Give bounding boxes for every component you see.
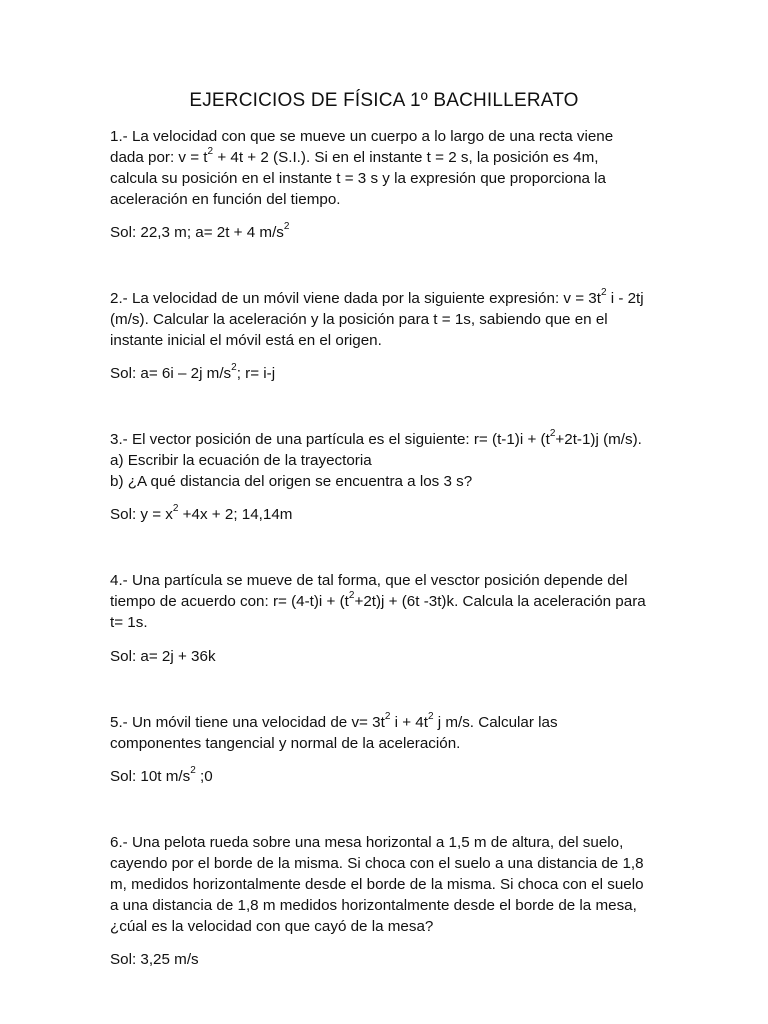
- exercise-6-solution: Sol: 3,25 m/s: [110, 951, 199, 968]
- exercise-4-solution: Sol: a= 2j + 36k: [110, 648, 216, 665]
- exercise-4-line-1: 4.- Una partícula se mueve de tal forma, que el vesctor posición depende del: [110, 572, 628, 589]
- exercise-4: [110, 570, 670, 633]
- exercise-1-solution: Sol: 22,3 m; a= 2t + 4 $m/s^2$: [110, 220, 290, 241]
- exercise-5-solution: Sol: 10t $m/s^2$ ;0: [110, 764, 213, 785]
- exercise-6-line-4: a una distancia de 1,8 m medidos horizontalmente desde el borde de la mesa,: [110, 897, 637, 914]
- exercise-1-line-4: aceleración en función del tiempo.: [110, 191, 341, 208]
- exercise-3-line-3: b) ¿A qué distancia del origen se encuentra a los 3 s?: [110, 473, 473, 490]
- exercise-3-solution: Sol: $y = x^2 +4x + 2$; 14,14m: [110, 502, 293, 523]
- exercise-2-line-1: 2.- La velocidad de un móvil viene dada por la siguiente expresión: $v = 3t^2$ i - 2tj: [110, 286, 644, 307]
- exercise-2-line-3: instante inicial el móvil está en el origen.: [110, 332, 382, 349]
- exercise-6-line-2: cayendo por el borde de la misma. Si choca con el suelo a una distancia de 1,8: [110, 855, 644, 872]
- exercise-4-line-2: tiempo de acuerdo con: $r= (4-t)i + (t^2+2t)j + (6t$ -3t)k. Calcula la aceleración para: [110, 589, 646, 610]
- exercise-1: [110, 126, 670, 210]
- exercise-6: [110, 832, 670, 937]
- exercise-3: [110, 429, 670, 492]
- exercise-6-line-1: 6.- Una pelota rueda sobre una mesa horizontal a 1,5 m de altura, del suelo,: [110, 834, 624, 851]
- exercise-3-line-1: 3.- El vector posición de una partícula es el siguiente: $r= (t-1)i + (t^2+2t-1)j$ (m/s).: [110, 427, 642, 448]
- exercise-5-line-1: 5.- Un móvil tiene una velocidad de $v= 3t^2$ $i + 4t^2$ j m/s. Calcular las: [110, 710, 558, 731]
- exercise-5-line-2: componentes tangencial y normal de la aceleración.: [110, 735, 461, 752]
- exercise-4-line-3: t= 1s.: [110, 614, 148, 631]
- exercise-2: [110, 288, 670, 351]
- exercise-2-line-2: (m/s). Calcular la aceleración y la posición para t = 1s, sabiendo que en el: [110, 311, 608, 328]
- exercise-6-line-3: m, medidos horizontalmente desde el borde de la misma. Si choca con el suelo: [110, 876, 644, 893]
- exercise-1-line-2: dada por: $v = t^2 + 4t + 2$ (S.I.). Si en el instante t = 2 s, la posición es 4m,: [110, 145, 599, 166]
- exercise-1-line-3: calcula su posición en el instante t = 3 s y la expresión que proporciona la: [110, 170, 607, 187]
- exercise-2-solution: Sol: a= 6i – 2j $m/s^2$; r= i-j: [110, 361, 276, 382]
- exercise-5: [110, 712, 670, 754]
- exercise-3-line-2: a) Escribir la ecuación de la trayectoria: [110, 452, 372, 469]
- exercise-6-line-5: ¿cúal es la velocidad con que cayó de la mesa?: [110, 918, 434, 935]
- exercise-1-line-1: 1.- La velocidad con que se mueve un cuerpo a lo largo de una recta viene: [110, 128, 614, 145]
- page-title: EJERCICIOS DE FÍSICA 1º BACHILLERATO: [189, 90, 579, 111]
